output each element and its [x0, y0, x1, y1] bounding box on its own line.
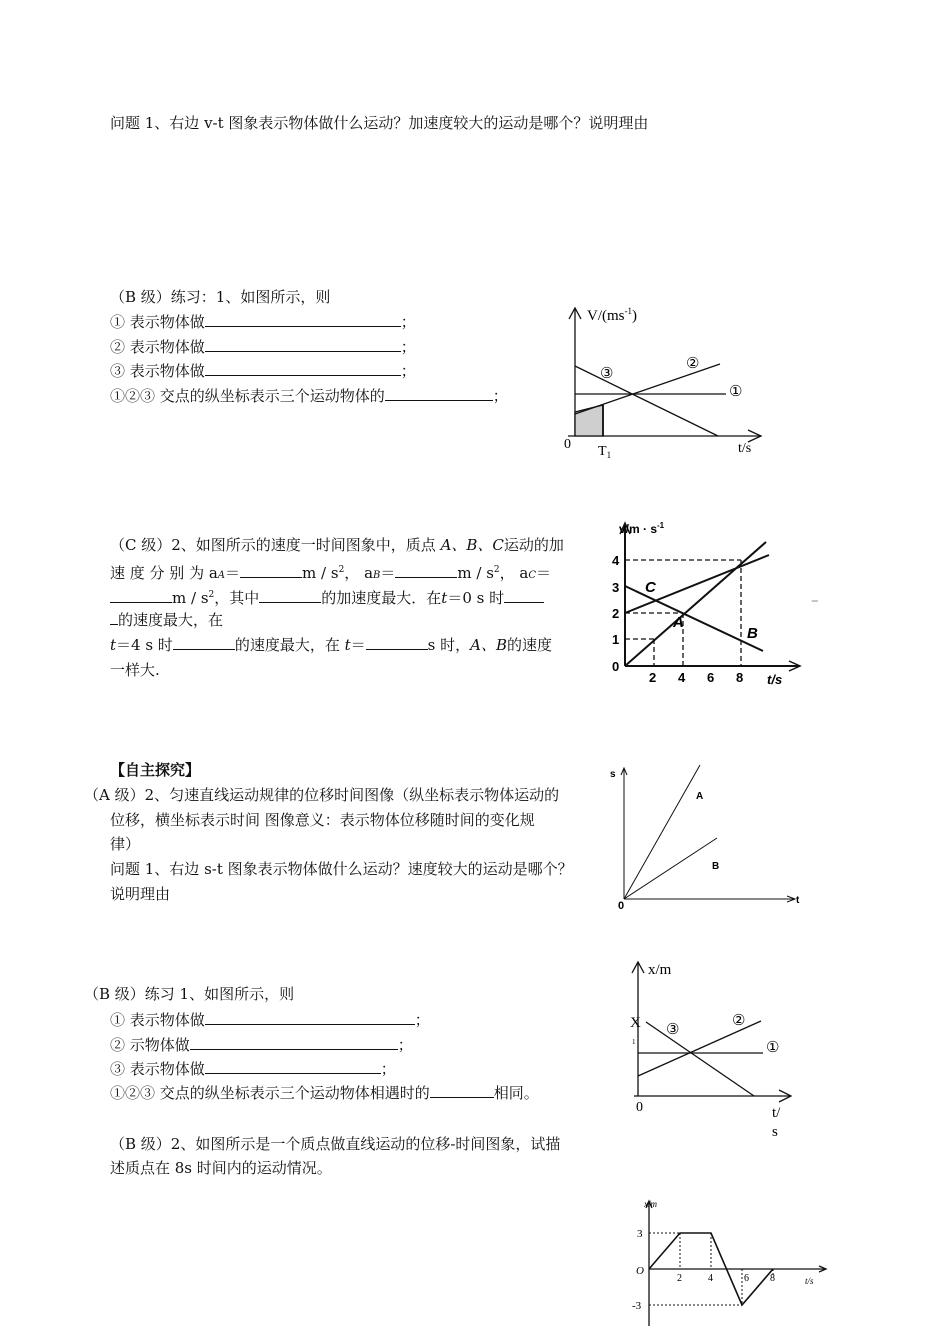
text-part: 的速度最大，在 [118, 611, 224, 629]
text-part: 速 度 分 别 为 a [110, 564, 218, 582]
answer-blank[interactable] [385, 385, 493, 401]
semicolon: ； [380, 1060, 396, 1078]
semicolon: ； [397, 1036, 413, 1054]
text-part: 的加速度最大．在 [321, 589, 442, 607]
label-3: ③ [666, 1022, 680, 1038]
t1-label: $T_1$ [598, 444, 612, 460]
text-part: （C 级）2、如图所示的速度一时间图象中，质点 [110, 536, 436, 554]
x-tick-4: 4 [708, 1273, 713, 1284]
zz-line-4: 问题 1、右边 s-t 图象表示物体做什么运动？速度较大的运动是哪个？ [110, 860, 573, 878]
answer-blank-aa[interactable] [240, 562, 302, 578]
answer-blank-t4[interactable] [173, 634, 235, 650]
exercise-b1-line-1 [110, 310, 416, 334]
answer-blank[interactable] [205, 336, 401, 352]
exercise-b3-title: （B 级）练习 1、如图所示，则 [84, 985, 295, 1003]
exercise-b3-line-4 [110, 1081, 539, 1105]
text-part: s 时， [427, 636, 471, 654]
answer-blank[interactable] [205, 360, 401, 376]
line-label: ①②③ 交点的纵坐标表示三个运动物体相遇时的 [110, 1084, 430, 1102]
x-tick-8: 8 [770, 1273, 775, 1284]
answer-blank-ac[interactable] [110, 587, 172, 603]
exercise-b1-line-3 [110, 359, 416, 383]
label-a: A [673, 614, 684, 631]
unit: m / s [172, 589, 209, 607]
line-label: ①②③ 交点的纵坐标表示三个运动物体的 [110, 387, 385, 405]
answer-blank[interactable] [430, 1082, 494, 1098]
text-part: ， a [499, 564, 529, 582]
equals: ＝ [225, 564, 241, 582]
y-tick-neg3: -3 [632, 1300, 642, 1312]
answer-blank[interactable] [190, 1034, 398, 1050]
zz-line-1: （A 级）2、匀速直线运动规律的位移时间图像（纵坐标表示物体运动的 [84, 786, 560, 804]
unit-exponent: 2 [338, 565, 345, 575]
x1-subscript: 1 [632, 1038, 636, 1046]
answer-blank-t0[interactable] [504, 587, 544, 603]
exercise-c2-line-3 [110, 583, 544, 610]
x1-label: X [630, 1015, 641, 1031]
x-tick-4: 4 [678, 670, 686, 685]
unit-exponent: 2 [208, 590, 215, 600]
x-axis-label: t/s [738, 441, 752, 456]
subscript-c: C [528, 570, 537, 581]
section-heading: 【自主探究】 [110, 761, 201, 779]
question-1-text: 问题 1、右边 v-t 图象表示物体做什么运动？加速度较大的运动是哪个？说明理由 [110, 114, 649, 132]
text-part: 的速度最大，在 [234, 636, 340, 654]
variable-t: t [110, 636, 117, 654]
x-tick-2: 2 [677, 1273, 682, 1284]
text-part: ＝ [350, 636, 366, 654]
x-axis-label-line-1: t/ [772, 1105, 781, 1121]
exercise-b1-line-4 [110, 384, 508, 408]
y-axis-label: x/m [648, 962, 672, 978]
y-tick-3: 3 [637, 1228, 643, 1240]
answer-blank-ab[interactable] [395, 562, 457, 578]
exercise-b3-line-3 [110, 1057, 396, 1081]
label-3: ③ [600, 366, 614, 382]
y-axis-label: $V/(ms^{-1})$ [587, 306, 637, 324]
exercise-b4-line-1: （B 级）2、如图所示是一个质点做直线运动的位移-时间图象，试描 [110, 1135, 561, 1153]
answer-blank-equal-time[interactable] [366, 634, 428, 650]
y-axis-label: s [610, 769, 616, 780]
y-tick-0: 0 [612, 659, 620, 674]
equals: ＝ [380, 564, 396, 582]
equals: ＝ [536, 564, 552, 582]
label-2: ② [686, 356, 700, 372]
zz-line-2: 位移，横坐标表示时间 图像意义：表示物体位移随时间的变化规 [110, 811, 535, 829]
label-b: B [747, 625, 758, 642]
semicolon: ； [400, 313, 416, 331]
line-a [624, 765, 700, 899]
unit-exponent: 2 [493, 565, 500, 575]
answer-blank[interactable] [205, 1009, 415, 1025]
st-graph [606, 763, 806, 913]
xt-graph-8s [630, 1196, 830, 1331]
points-ab: A、B [470, 636, 507, 654]
exercise-c2-line-4 [110, 608, 223, 632]
exercise-b1-title: （B 级）练习：1、如图所示，则 [110, 288, 331, 306]
origin-label: 0 [618, 900, 625, 912]
semicolon: ； [492, 387, 508, 405]
text-part: ， a [344, 564, 374, 582]
variable-t: t [344, 636, 351, 654]
label-2: ② [732, 1013, 746, 1029]
exercise-c2-line-1 [110, 533, 564, 557]
x-axis-label: t/s [805, 1276, 814, 1286]
x-axis-label: t [796, 895, 800, 906]
line-label: 相同。 [493, 1084, 539, 1102]
answer-blank-t0-cont[interactable] [110, 609, 118, 625]
semicolon: ； [400, 362, 416, 380]
line-label: ② 示物体做 [110, 1036, 190, 1054]
y-tick-4: 4 [612, 553, 620, 568]
line-b [624, 838, 720, 899]
vt-graph-2 [603, 517, 803, 692]
semicolon: ； [400, 338, 416, 356]
y-axis-label: $v/m \cdot s^{-1}$ [619, 521, 665, 536]
exercise-c2-line-5 [110, 633, 552, 657]
line-3 [646, 1022, 754, 1096]
text-part: ＝0 s 时 [447, 589, 505, 607]
unit: m / s [457, 564, 494, 582]
label-1: ① [766, 1040, 780, 1056]
label-a: A [696, 791, 704, 802]
text-part: ，其中 [214, 589, 260, 607]
x-tick-8: 8 [736, 670, 744, 685]
unit: m / s [302, 564, 339, 582]
line-label: ② 表示物体做 [110, 338, 205, 356]
x-tick-2: 2 [649, 670, 657, 685]
line-label: ③ 表示物体做 [110, 1060, 205, 1078]
variable-t: t [441, 589, 448, 607]
y-axis-label: x/m [644, 1199, 657, 1209]
label-1: ① [729, 384, 743, 400]
origin-label: 0 [564, 437, 571, 452]
exercise-b1-line-2 [110, 335, 416, 359]
zz-line-3: 律） [110, 835, 141, 853]
x-tick-6: 6 [707, 670, 715, 685]
vt-graph-1 [558, 302, 758, 462]
x-axis-label-line-2: s [772, 1124, 778, 1140]
text-part: 的速度 [506, 636, 552, 654]
semicolon: ； [414, 1011, 430, 1029]
points-abc: A、B、C [440, 536, 504, 554]
label-c: C [645, 579, 656, 596]
subscript-b: B [373, 570, 381, 581]
text-part: ＝4 s 时 [116, 636, 173, 654]
answer-blank[interactable] [205, 311, 401, 327]
exercise-b3-line-2 [110, 1033, 413, 1057]
origin-label: 0 [636, 1100, 643, 1115]
exercise-b4-line-2: 述质点在 8s 时间内的运动情况。 [110, 1159, 332, 1177]
y-tick-3: 3 [612, 580, 620, 595]
y-tick-2: 2 [612, 606, 620, 621]
exercise-b3-line-1 [110, 1008, 430, 1032]
line-label: ① 表示物体做 [110, 313, 205, 331]
exercise-c2-line-6: 一样大. [110, 661, 160, 679]
x-axis-label: t/s [767, 672, 783, 687]
answer-blank-max-accel[interactable] [259, 587, 321, 603]
y-tick-1: 1 [612, 632, 620, 647]
subscript-a: A [217, 570, 226, 581]
x-tick-6: 6 [744, 1273, 749, 1284]
line-label: ③ 表示物体做 [110, 362, 205, 380]
xt-graph [626, 955, 806, 1140]
answer-blank[interactable] [205, 1058, 381, 1074]
margin-dash: – [811, 591, 819, 609]
line-label: ① 表示物体做 [110, 1011, 205, 1029]
label-b: B [712, 861, 720, 872]
origin-label: O [636, 1265, 644, 1277]
text-part: 运动的加 [503, 536, 564, 554]
zz-line-5: 说明理由 [110, 885, 171, 903]
